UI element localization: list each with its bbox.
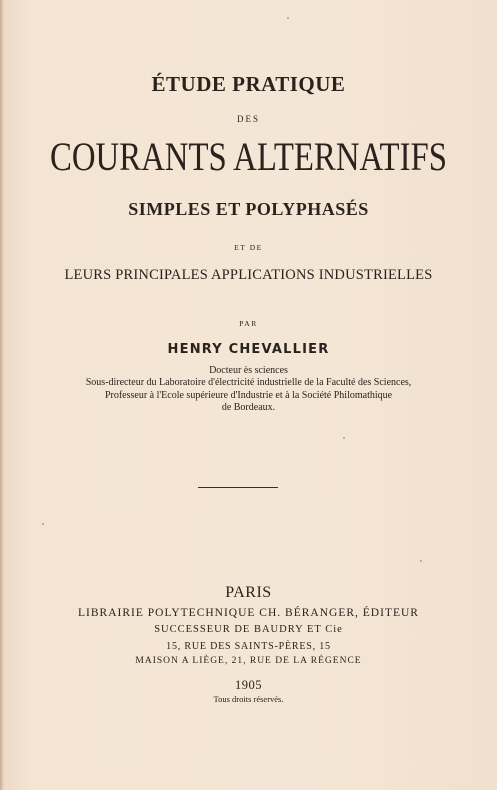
publisher-city: PARIS [225, 584, 272, 601]
paper-speck [343, 437, 345, 439]
paper-speck [42, 523, 44, 525]
rights-notice: Tous droits réservés. [213, 694, 284, 704]
publisher-successor: SUCCESSEUR DE BAUDRY ET Cie [154, 624, 343, 635]
author-credential: Professeur à l'Ecole supérieure d'Industrie et à la Société Philomathique [104, 390, 393, 401]
author-name: HENRY CHEVALLIER [167, 342, 330, 357]
publisher-name: LIBRAIRIE POLYTECHNIQUE CH. BÉRANGER, ÉDITEUR [78, 607, 419, 619]
title-line-etude-pratique: ÉTUDE PRATIQUE [151, 72, 346, 96]
author-par: PAR [239, 319, 258, 328]
publisher-address: 15, RUE DES SAINTS-PÈRES, 15 [166, 641, 331, 652]
main-title: COURANTS ALTERNATIFS [49, 134, 448, 179]
publication-year: 1905 [235, 678, 262, 692]
subtitle: SIMPLES ET POLYPHASÉS [128, 199, 369, 219]
paper-speck [287, 17, 289, 19]
title-connector-et-de: ET DE [234, 243, 263, 252]
title-connector-des: DES [236, 114, 260, 124]
author-credential: de Bordeaux. [221, 402, 276, 413]
author-credential: Docteur ès sciences [209, 365, 288, 376]
title-line-applications: LEURS PRINCIPALES APPLICATIONS INDUSTRIELLES [64, 267, 433, 283]
paper-speck [420, 560, 422, 562]
author-credential: Sous-directeur du Laboratoire d'électricité industrielle de la Faculté des Sciences, [85, 377, 412, 388]
divider-rule [198, 487, 278, 488]
publisher-liege: MAISON A LIÈGE, 21, RUE DE LA RÉGENCE [135, 656, 362, 666]
